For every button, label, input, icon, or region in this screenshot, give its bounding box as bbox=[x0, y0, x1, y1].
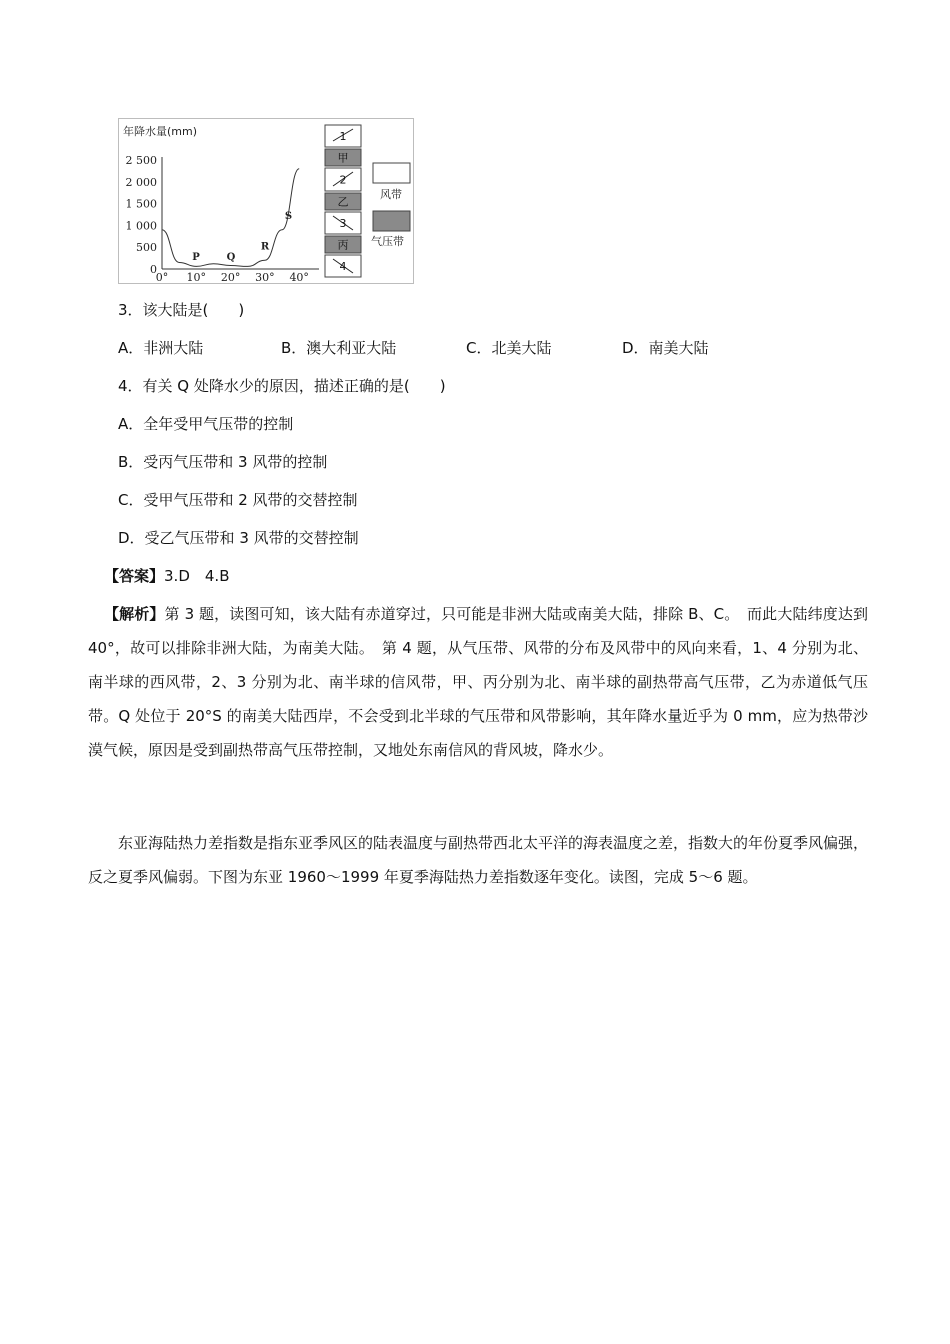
q4-option-c: C．受甲气压带和 2 风带的交替控制 bbox=[118, 491, 358, 509]
analysis-text: 第 3 题，读图可知，该大陆有赤道穿过，只可能是非洲大陆或南美大陆，排除 B、C。 而此大陆纬度达到 40°，故可以排除非洲大陆，为南美大陆。 第 4 题，从气压带、风带的分布及风带中的风向来看，1、4 分别为北、南半球的西风带，2、3 分别为北、南半球的信风带，甲、丙分别为北、南半球的副热带高气压带，乙为赤道低气压带。Q 处位于 20°S 的南美大陆西岸，不会受到北半球的气压带和风带影响，其年降水量近乎为 0 mm，应为热带沙漠气候，原因是受到副热带高气压带控制，又地处东南信风的背风坡，降水少。 bbox=[88, 605, 868, 759]
q3-option-d: D．南美大陆 bbox=[622, 339, 709, 357]
q3-option-a: A．非洲大陆 bbox=[118, 339, 204, 357]
precipitation-figure bbox=[118, 118, 414, 284]
question-3-stem: 3．该大陆是( ) bbox=[118, 301, 245, 319]
q3-option-b: B．澳大利亚大陆 bbox=[281, 339, 397, 357]
y-tick-label: 1 000 bbox=[125, 219, 157, 233]
q3-option-c: C．北美大陆 bbox=[466, 339, 552, 357]
y-axis-title: 年降水量(mm) bbox=[123, 125, 198, 138]
answer-line bbox=[104, 566, 229, 586]
point-label-s: S bbox=[284, 211, 293, 223]
x-tick-label: 40° bbox=[289, 271, 309, 284]
precipitation-chart bbox=[119, 119, 415, 285]
legend-cell-label: 丙 bbox=[337, 238, 349, 252]
y-tick-label: 2 000 bbox=[125, 175, 157, 189]
q4-option-a: A．全年受甲气压带的控制 bbox=[118, 415, 294, 433]
legend-wind-label: 风带 bbox=[380, 188, 402, 201]
point-label-r: R bbox=[260, 241, 270, 253]
y-tick-label: 0 bbox=[150, 263, 157, 276]
y-tick-label: 500 bbox=[136, 241, 157, 255]
answer-label: 【答案】 bbox=[104, 567, 165, 585]
legend-cell-label: 乙 bbox=[337, 195, 349, 209]
legend-pressure-label: 气压带 bbox=[371, 235, 404, 248]
q4-option-b: B．受丙气压带和 3 风带的控制 bbox=[118, 453, 328, 471]
x-tick-label: 0° bbox=[155, 271, 169, 284]
x-tick-label: 20° bbox=[220, 271, 241, 284]
legend-cell-label: 甲 bbox=[337, 151, 349, 165]
answer-text: 3.D 4.B bbox=[164, 567, 230, 585]
q4-option-d: D．受乙气压带和 3 风带的交替控制 bbox=[118, 529, 359, 547]
x-tick-label: 10° bbox=[186, 271, 207, 284]
legend-wind-swatch bbox=[373, 163, 410, 183]
legend-cell-label: 1 bbox=[339, 130, 347, 143]
legend-cell-label: 3 bbox=[339, 217, 347, 230]
analysis-paragraph bbox=[88, 597, 868, 767]
point-label-p: P bbox=[192, 252, 200, 264]
x-tick-label: 30° bbox=[255, 271, 275, 284]
question-4-stem: 4．有关 Q 处降水少的原因，描述正确的是( ) bbox=[118, 377, 446, 395]
legend-cell-label: 4 bbox=[339, 260, 347, 273]
y-tick-label: 2 500 bbox=[125, 154, 157, 167]
y-tick-label: 1 500 bbox=[125, 197, 157, 211]
legend-cell-label: 2 bbox=[339, 173, 347, 187]
legend-pressure-swatch bbox=[373, 211, 410, 231]
intro-paragraph: 东亚海陆热力差指数是指东亚季风区的陆表温度与副热带西北太平洋的海表温度之差，指数大的年份夏季风偏强，反之夏季风偏弱。下图为东亚 1960～1999 年夏季海陆热力差指数逐年变化。读图，完成 5～6 题。 bbox=[88, 834, 869, 886]
analysis-label: 【解析】 bbox=[104, 605, 165, 623]
point-label-q: Q bbox=[226, 252, 236, 264]
